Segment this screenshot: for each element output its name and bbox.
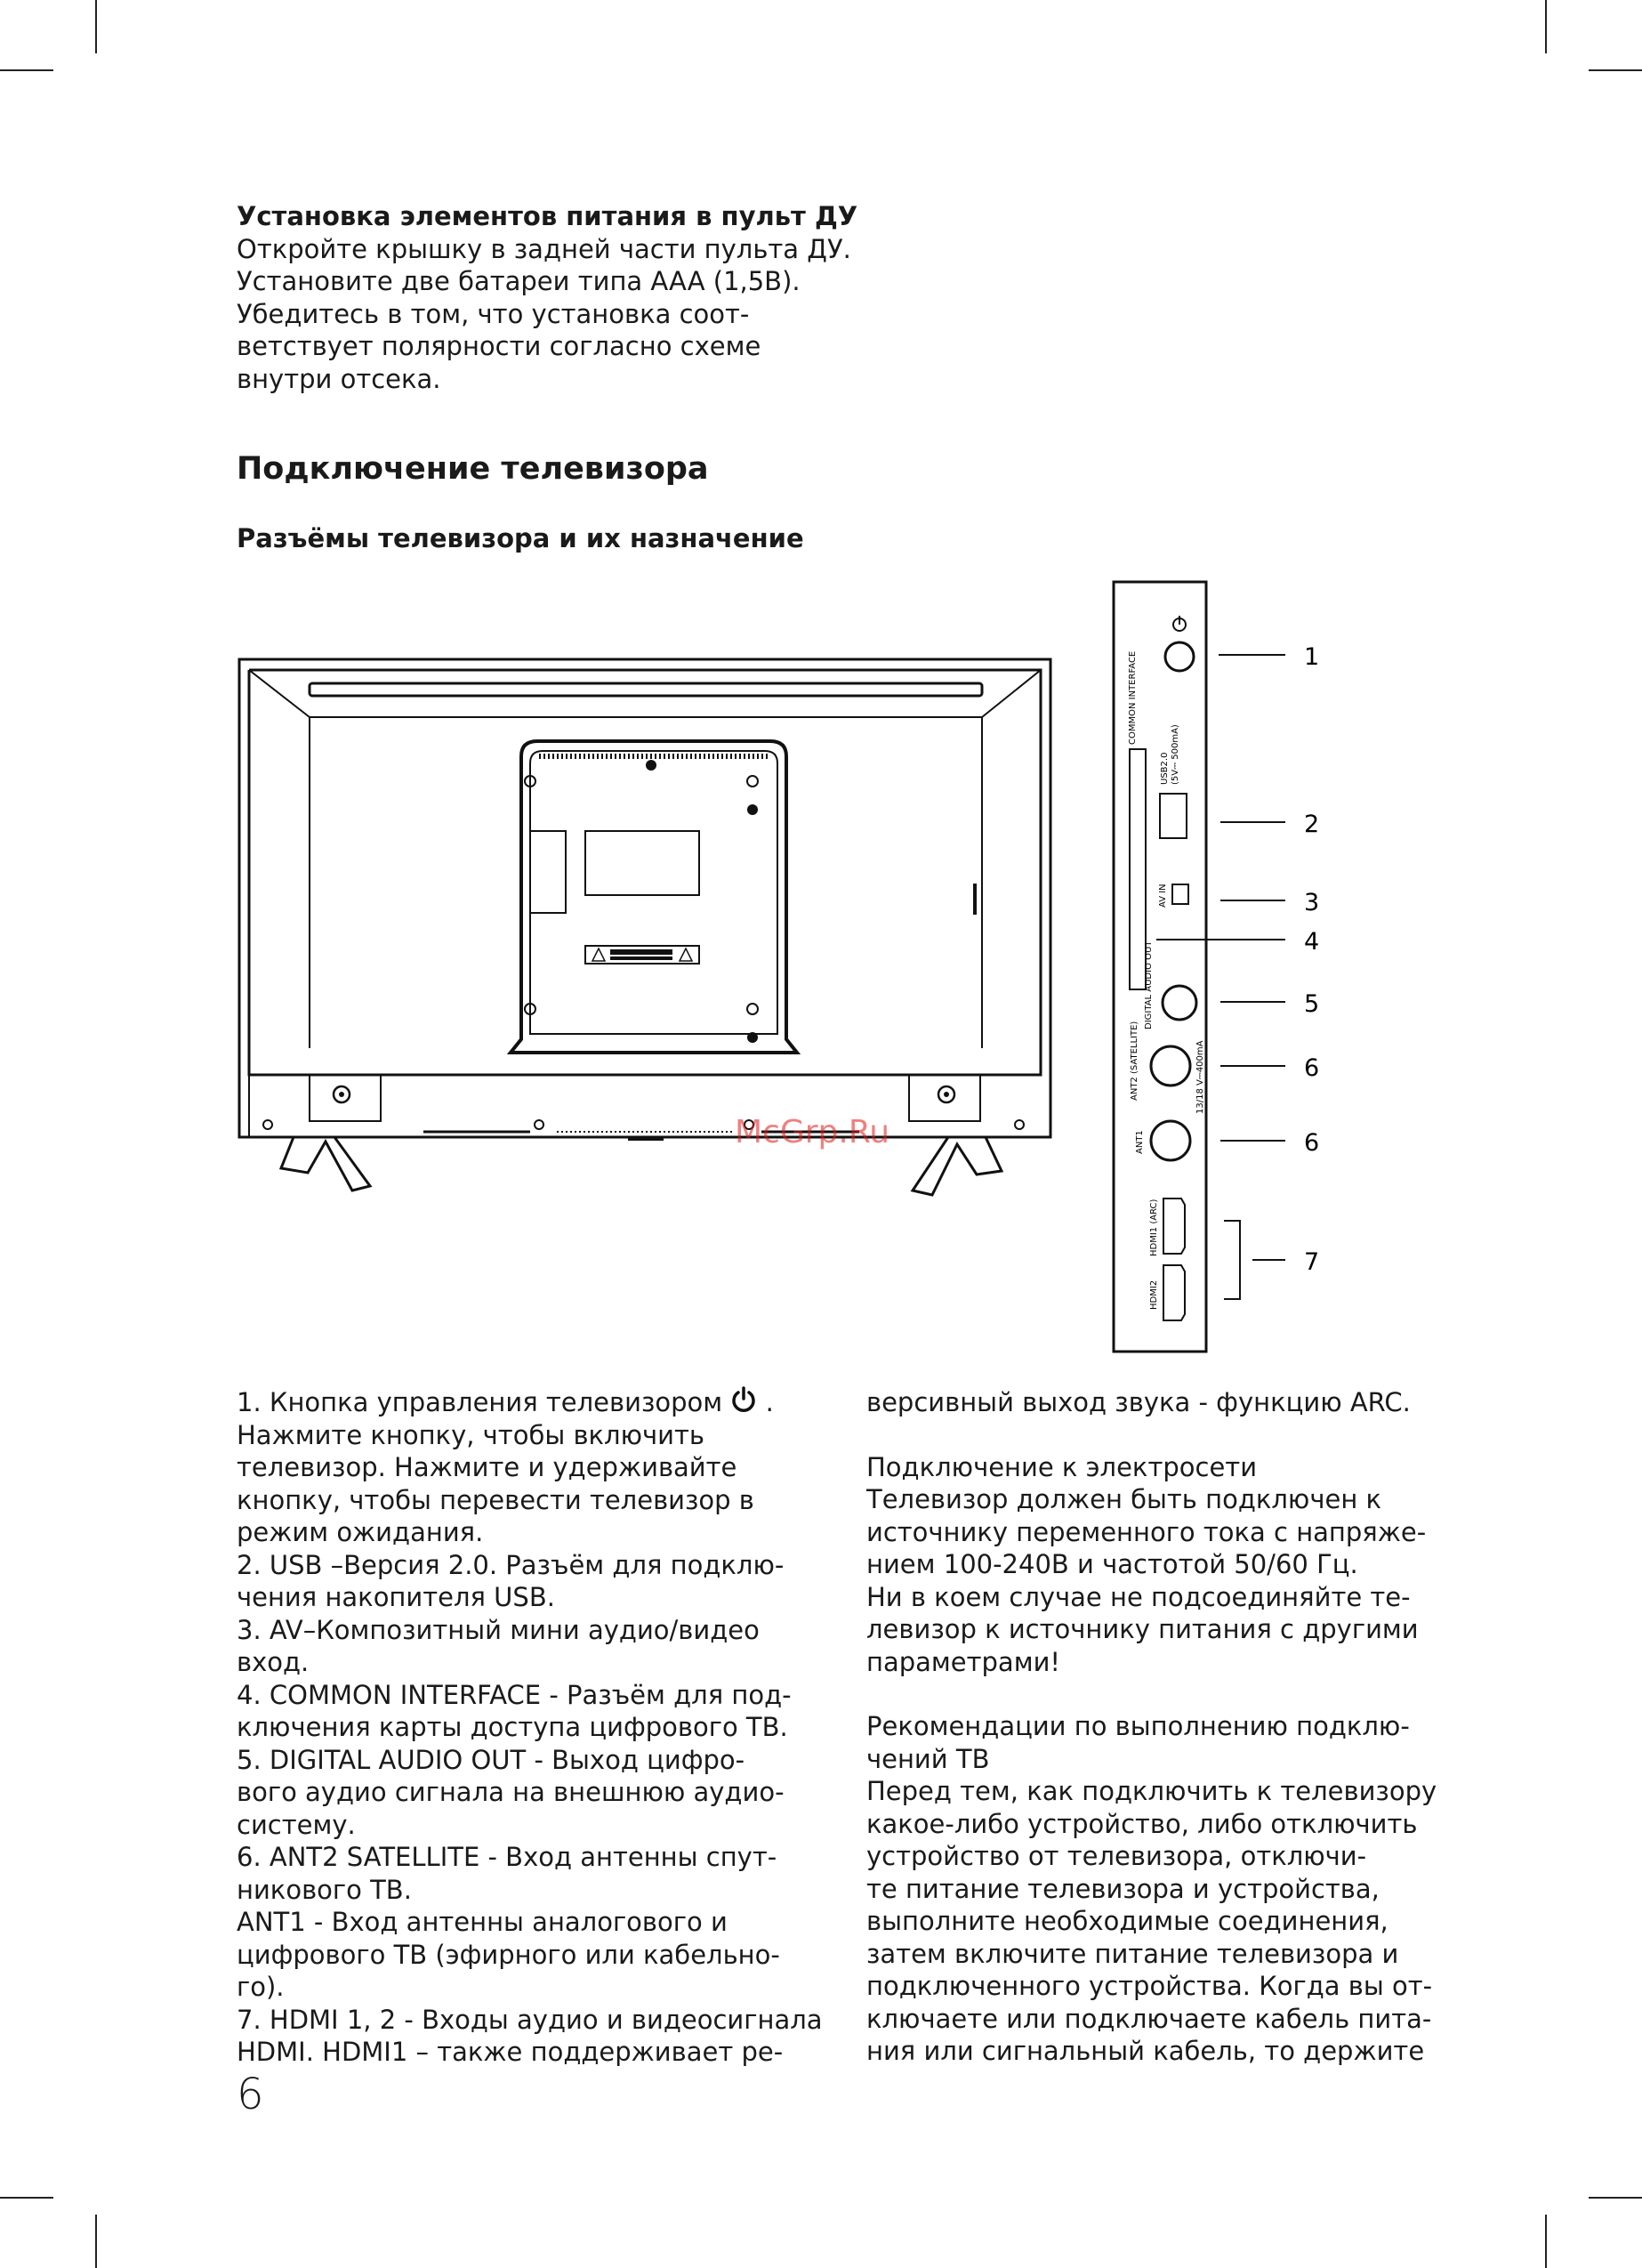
callout-number: 2	[1304, 811, 1320, 838]
left-stand	[281, 1137, 370, 1190]
hdmi1-port	[1163, 1199, 1185, 1254]
list-item-6: 6. ANT2 SATELLITE - Вход антенны спут-	[237, 1842, 777, 1872]
tv-inner-frame	[249, 670, 1041, 1075]
ant2-port	[1151, 1046, 1190, 1086]
continuation-line: версивный выход звука - функцию ARC.	[866, 1387, 1411, 1417]
crop-mark	[1545, 0, 1547, 53]
port-label: DIGITAL AUDIO OUT	[1144, 940, 1154, 1029]
list-line: вого аудио сигнала на внешнюю аудио-	[237, 1777, 785, 1807]
rec-line: выполните необходимые соединения,	[866, 1906, 1388, 1936]
usb-port	[1160, 794, 1187, 838]
battery-line: Откройте крышку в задней части пульта ДУ.	[237, 233, 851, 264]
av-port	[1172, 884, 1188, 904]
power-icon	[730, 1386, 757, 1413]
list-item-2: 2. USB –Версия 2.0. Разъём для подклю-	[237, 1549, 785, 1580]
list-line: вход.	[237, 1647, 310, 1677]
list-item-1: 1. Кнопка управления телевизором .	[237, 1387, 774, 1417]
watermark: McGrp.Ru	[735, 1114, 890, 1150]
rec-line: ния или сигнальный кабель, то держите	[866, 2036, 1425, 2066]
right-stand	[913, 1137, 1002, 1195]
list-line: ключения карты доступа цифрового ТВ.	[237, 1712, 788, 1742]
power-line: левизор к источнику питания с другими	[866, 1614, 1419, 1644]
port-label: (5V⎓ 500mA)	[1171, 724, 1180, 785]
port-label: COMMON INTERFACE	[1128, 650, 1138, 745]
power-line: нием 100-240В и частотой 50/60 Гц.	[866, 1549, 1358, 1579]
callout-number: 5	[1304, 990, 1320, 1018]
battery-line: Установите две батареи типа AAA (1,5В).	[237, 266, 801, 296]
list-item-4: 4. COMMON INTERFACE - Разъём для под-	[237, 1679, 792, 1710]
section-title: Подключение телевизора	[237, 451, 709, 487]
crop-mark	[95, 0, 97, 53]
digital-audio-port	[1163, 986, 1196, 1020]
power-jack	[1165, 642, 1194, 671]
label-sticker	[585, 831, 699, 895]
rec-line: ключаете или подключаете кабель пита-	[866, 2003, 1432, 2034]
crop-mark	[0, 2197, 53, 2199]
rec-line: какое-либо устройство, либо отключить	[866, 1808, 1418, 1839]
crop-mark	[1589, 2197, 1642, 2199]
list-line: Нажмите кнопку, чтобы включить	[237, 1419, 704, 1450]
rec-line: устройство от телевизора, отключи-	[866, 1841, 1367, 1871]
callout-number: 3	[1304, 889, 1320, 916]
port-label: ANT1	[1135, 1130, 1145, 1154]
battery-line: внутри отсека.	[237, 363, 441, 394]
callout-number: 6	[1304, 1054, 1320, 1082]
list-line: HDMI. HDMI1 – также поддерживает ре-	[237, 2037, 784, 2067]
rec-line: те питание телевизора и устройства,	[866, 1873, 1380, 1904]
hdmi2-port	[1163, 1265, 1185, 1320]
list-item-3: 3. AV–Композитный мини аудио/видео	[237, 1614, 760, 1645]
power-line: Телевизор должен быть подключен к	[866, 1484, 1382, 1514]
list-line: цифрового ТВ (эфирного или кабельно-	[237, 1939, 780, 1970]
connector-panel	[1112, 580, 1334, 1359]
power-line: Ни в коем случае не подсоединяйте те-	[866, 1581, 1411, 1612]
callout-number: 1	[1304, 643, 1320, 671]
list-item-5: 5. DIGITAL AUDIO OUT - Выход цифро-	[237, 1744, 745, 1775]
crop-mark	[0, 69, 53, 71]
battery-line: Убедитесь в том, что установка соот-	[237, 298, 750, 329]
port-label: 13/18 V⎓400mA	[1195, 1040, 1205, 1114]
recommendations-heading: чений ТВ	[866, 1743, 990, 1774]
list-item-7: 7. HDMI 1, 2 - Входы аудио и видеосигнала	[237, 2004, 823, 2035]
battery-section	[237, 200, 857, 395]
power-heading: Подключение к электросети	[866, 1451, 1258, 1482]
list-line: режим ожидания.	[237, 1517, 484, 1547]
list-line: ANT1 - Вход антенны аналогового и	[237, 1907, 728, 1937]
callout-number: 4	[1304, 928, 1320, 956]
tv-back-illustration	[237, 657, 1055, 1199]
port-label: HDMI1 (ARC)	[1149, 1199, 1159, 1256]
left-column	[237, 1386, 823, 2069]
callout-number: 6	[1304, 1129, 1320, 1157]
right-column	[866, 1386, 1437, 2068]
recommendations-heading: Рекомендации по выполнению подклю-	[866, 1711, 1410, 1741]
port-label: AV IN	[1158, 884, 1168, 908]
crop-mark	[1545, 2215, 1547, 2268]
list-line: го).	[237, 1972, 285, 2002]
ant1-port	[1151, 1121, 1190, 1160]
list-line: кнопку, чтобы перевести телевизор в	[237, 1484, 754, 1515]
crop-mark	[1589, 69, 1642, 71]
callout-number: 7	[1304, 1248, 1320, 1276]
list-line: систему.	[237, 1809, 356, 1840]
tv-outer-frame	[239, 659, 1050, 1137]
list-line: никового ТВ.	[237, 1874, 412, 1905]
section-subtitle: Разъёмы телевизора и их назначение	[237, 523, 804, 553]
battery-line: ветствует полярности согласно схеме	[237, 331, 761, 361]
port-label: USB2.0	[1160, 752, 1170, 785]
rec-line: затем включите питание телевизора и	[866, 1938, 1399, 1969]
page-number: 6	[237, 2070, 264, 2119]
rec-line: подключенного устройства. Когда вы от-	[866, 1971, 1433, 2001]
port-label: ANT2 (SATELLITE)	[1130, 1021, 1139, 1101]
list-line: чения накопителя USB.	[237, 1582, 555, 1612]
battery-heading: Установка элементов питания в пульт ДУ	[237, 201, 858, 231]
port-label: HDMI2	[1149, 1279, 1159, 1310]
power-line: источнику переменного тока с напряже-	[866, 1516, 1427, 1547]
mount-plate	[511, 741, 797, 1053]
crop-mark	[95, 2215, 97, 2268]
list-line: телевизор. Нажмите и удерживайте	[237, 1452, 737, 1482]
rec-line: Перед тем, как подключить к телевизору	[866, 1776, 1437, 1806]
power-line: параметрами!	[866, 1646, 1061, 1677]
